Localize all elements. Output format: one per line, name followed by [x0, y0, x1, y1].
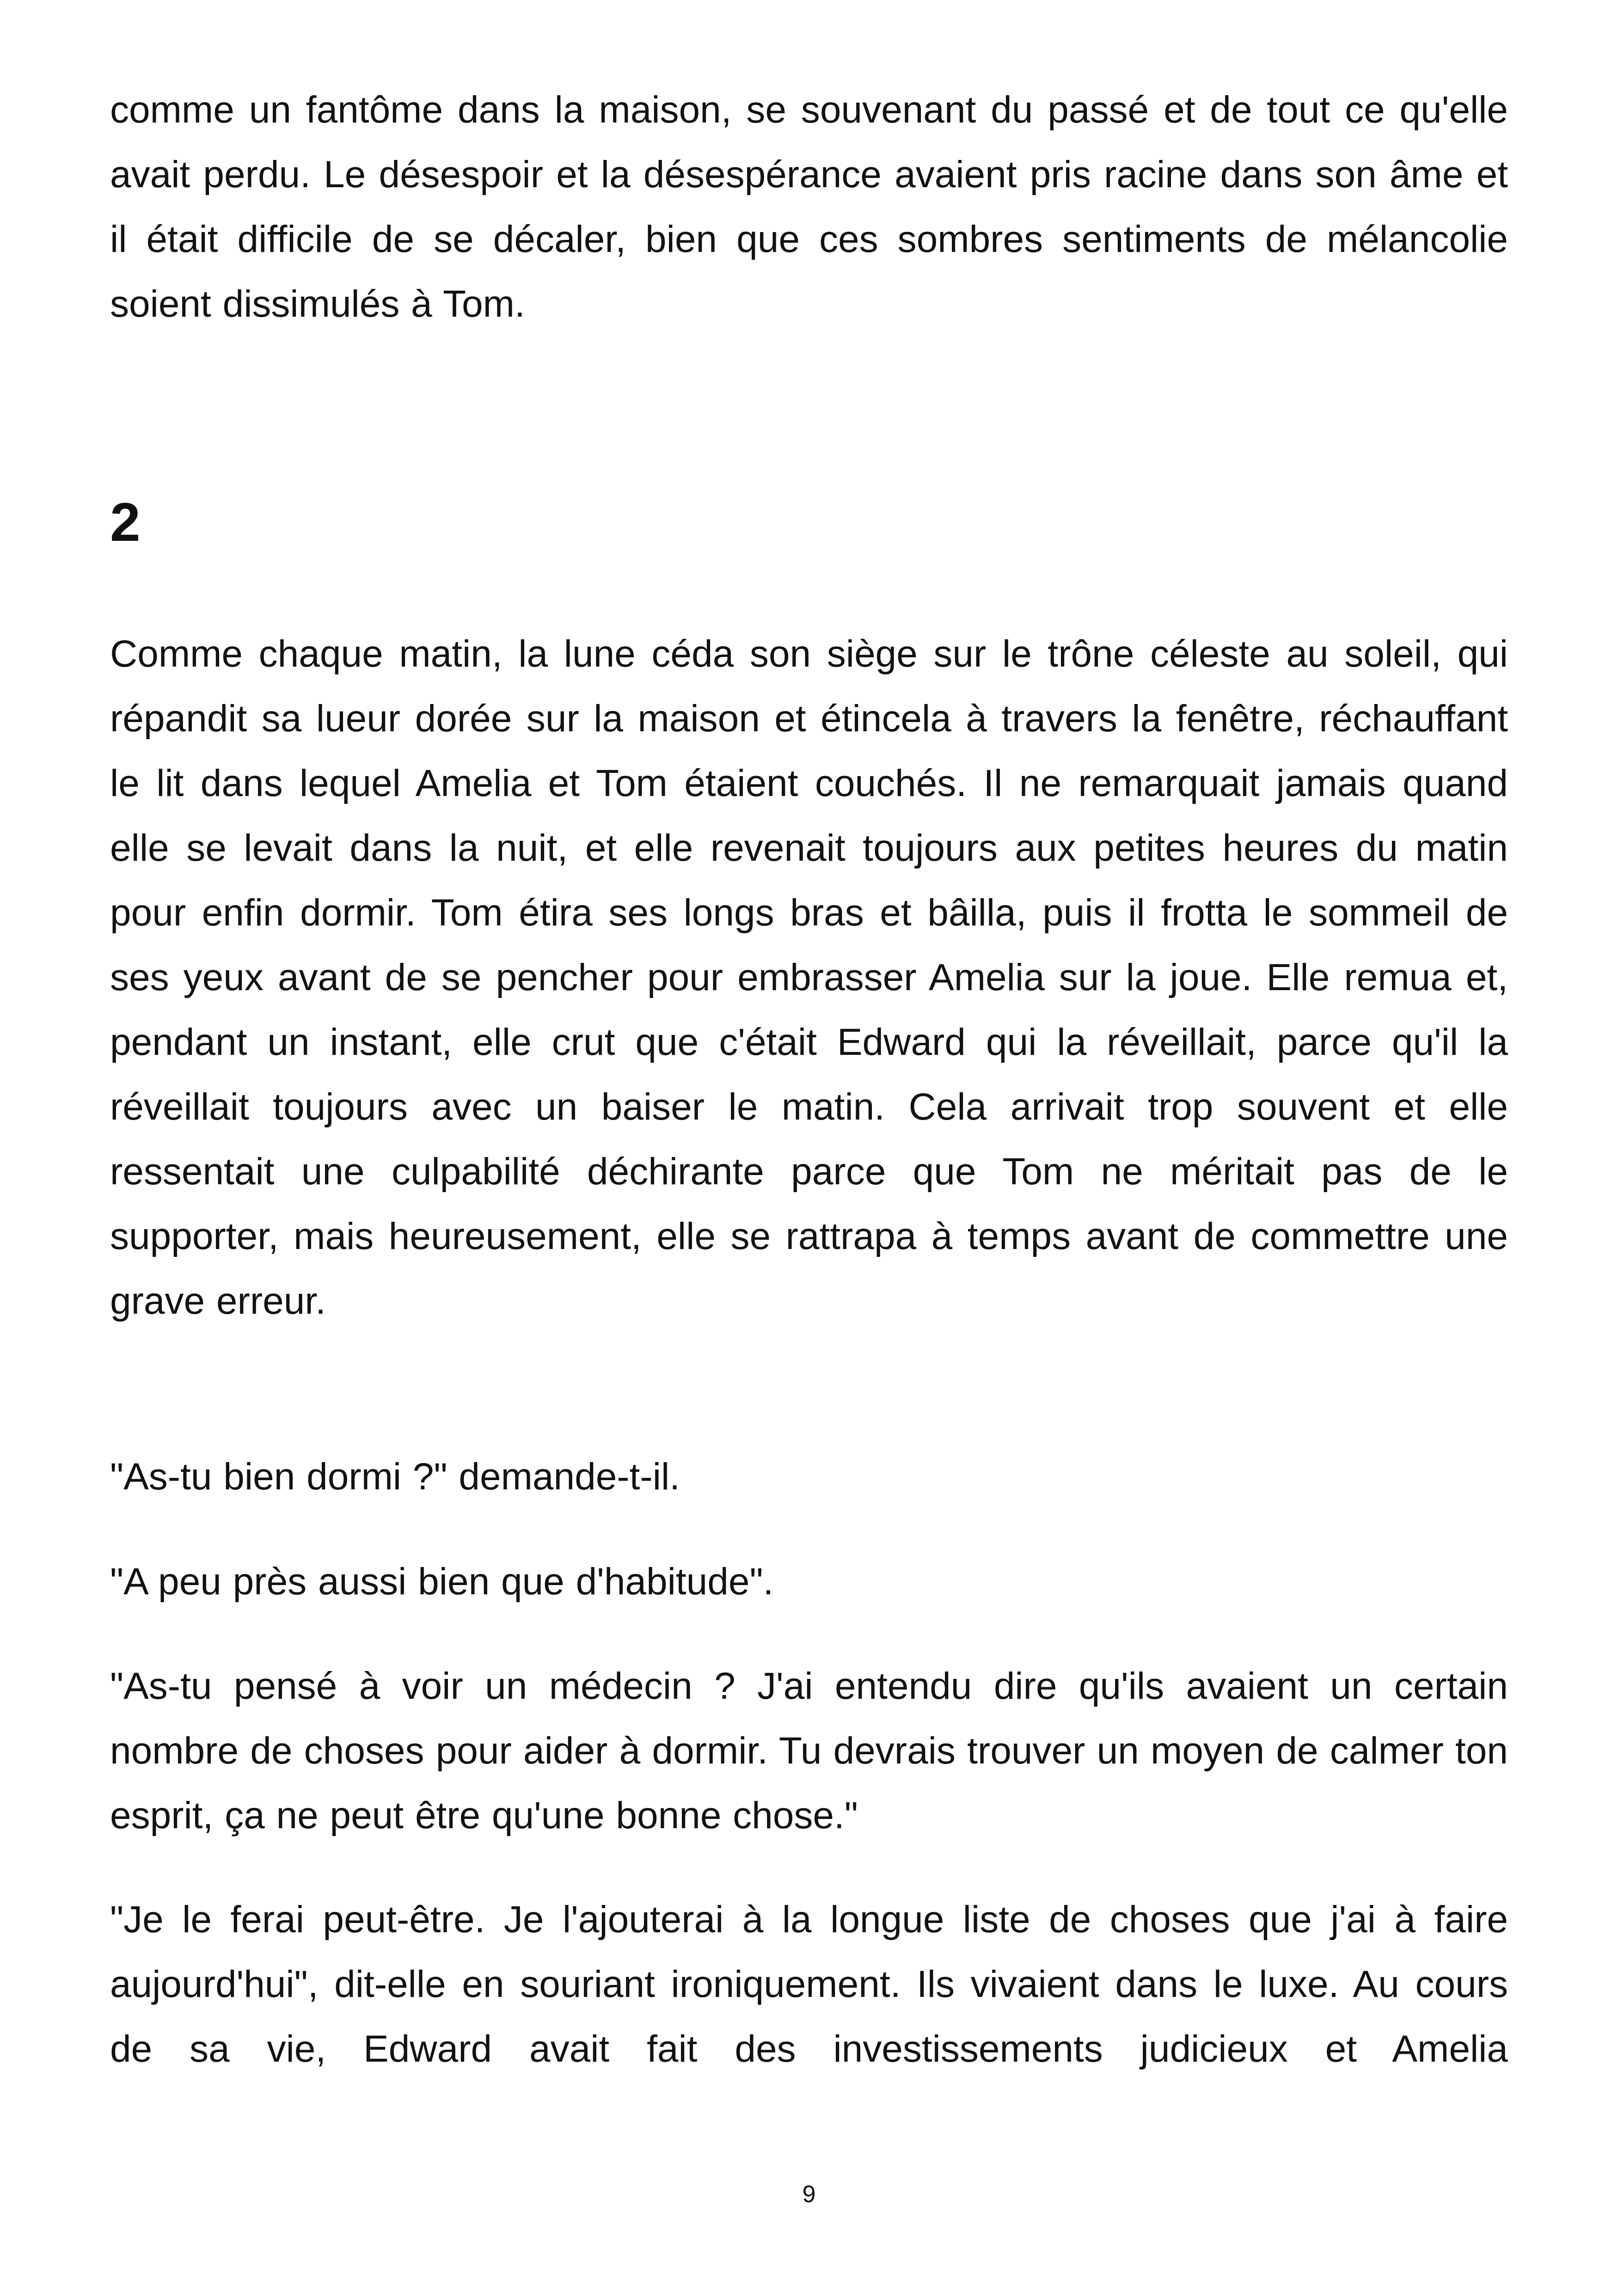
dialogue-paragraph: "As-tu pensé à voir un médecin ? J'ai entendu dire qu'ils avaient un certain nombre de choses pour aider à dormir. Tu devrais trouver un moyen de calmer ton esprit, ça ne peut être qu'une bonne chose."	[110, 1665, 1508, 1837]
dialogue-paragraph: "As-tu bien dormi ?" demande-t-il.	[110, 1456, 680, 1498]
dialogue-paragraph: "Je le ferai peut-être. Je l'ajouterai à la longue liste de choses que j'ai à faire aujourd'hui", dit-elle en souriant ironiquement. Ils vivaient dans le luxe. Au cours de sa vie, Edward avait fait des investissements judicieux et Amelia	[110, 1898, 1508, 2070]
dialogue-paragraph: "A peu près aussi bien que d'habitude".	[110, 1561, 774, 1603]
chapter-heading: 2	[110, 492, 141, 553]
page-number: 9	[802, 2181, 816, 2208]
paragraph-continuation: comme un fantôme dans la maison, se souvenant du passé et de tout ce qu'elle avait perdu. Le désespoir et la désespérance avaient pris racine dans son âme et il était difficile de se décaler, bien que ces sombres sentiments de mélancolie soient dissimulés à Tom.	[110, 89, 1508, 325]
paragraph-opening: Comme chaque matin, la lune céda son siège sur le trône céleste au soleil, qui répandit sa lueur dorée sur la maison et étincela à travers la fenêtre, réchauffant le lit dans lequel Amelia et Tom étaient couchés. Il ne remarquait jamais quand elle se levait dans la nuit, et elle revenait toujours aux petites heures du matin pour enfin dormir. Tom étira ses longs bras et bâilla, puis il frotta le sommeil de ses yeux avant de se pencher pour embrasser Amelia sur la joue. Elle remua et, pendant un instant, elle crut que c'était Edward qui la réveillait, parce qu'il la réveillait toujours avec un baiser le matin. Cela arrivait trop souvent et elle ressentait une culpabilité déchirante parce que Tom ne méritait pas de le supporter, mais heureusement, elle se rattrapa à temps avant de commettre une grave erreur.	[110, 633, 1508, 1322]
